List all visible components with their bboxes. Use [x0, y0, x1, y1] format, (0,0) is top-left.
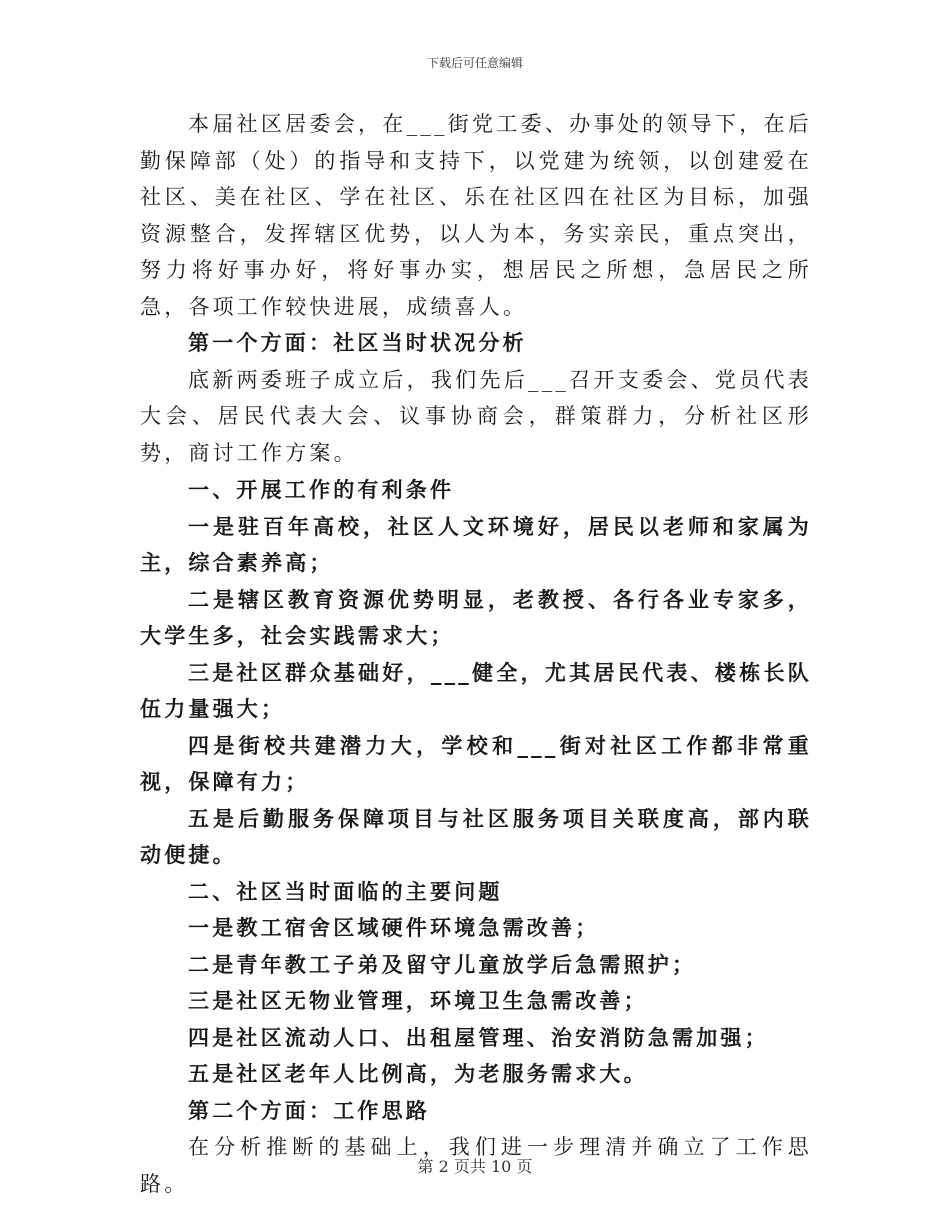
page-number-indicator: 第 2 页共 10 页: [417, 1157, 533, 1176]
list-item-condition-4: 四是街校共建潜力大，学校和___街对社区工作都非常重视，保障有力；: [140, 732, 812, 794]
paragraph-analysis: 底新两委班子成立后，我们先后___召开支委会、党员代表大会、居民代表大会、议事协商会，群策群力，分析社区形势，商讨工作方案。: [140, 367, 812, 465]
paragraph-intro: 本届社区居委会，在___街党工委、办事处的领导下，在后勤保障部（处）的指导和支持下，以党建为统领，以创建爱在社区、美在社区、学在社区、乐在社区四在社区为目标，加强资源整合，发挥辖区优势，以人为本，务实亲民，重点突出，努力将好事办好，将好事办实，想居民之所想，急居民之所急，各项工作较快进展，成绩喜人。: [140, 112, 812, 319]
subheading-main-problems: 二、社区当时面临的主要问题: [188, 878, 503, 904]
subheading-favorable-conditions: 一、开展工作的有利条件: [188, 477, 455, 502]
list-item-condition-2: 二是辖区教育资源优势明显，老教授、各行各业专家多，大学生多，社会实践需求大；: [140, 586, 812, 648]
list-item-condition-3: 三是社区群众基础好，___健全，尤其居民代表、楼栋长队伍力量强大；: [140, 659, 812, 721]
list-item-condition-1: 一是驻百年高校，社区人文环境好，居民以老师和家属为主，综合素养高；: [140, 513, 812, 575]
list-item-problem-3: 三是社区无物业管理，环境卫生急需改善；: [188, 988, 648, 1013]
page-header-note: 下载后可任意编辑: [426, 56, 523, 70]
list-item-condition-5: 五是后勤服务保障项目与社区服务项目关联度高，部内联动便捷。: [140, 805, 812, 867]
section-heading-2: 第二个方面：工作思路: [188, 1097, 430, 1123]
list-item-problem-1: 一是教工宿舍区域硬件环境急需改善；: [188, 915, 600, 940]
list-item-problem-2: 二是青年教工子弟及留守儿童放学后急需照护；: [188, 951, 697, 977]
list-item-problem-5: 五是社区老年人比例高，为老服务需求大。: [188, 1061, 648, 1086]
paragraph-work-approach: 在分析推断的基础上，我们进一步理清并确立了工作思路。: [140, 1135, 812, 1196]
document-body: [140, 106, 812, 1202]
section-heading-1: 第一个方面：社区当时状况分析: [188, 330, 527, 355]
list-item-problem-4: 四是社区流动人口、出租屋管理、治安消防急需加强；: [188, 1024, 769, 1050]
